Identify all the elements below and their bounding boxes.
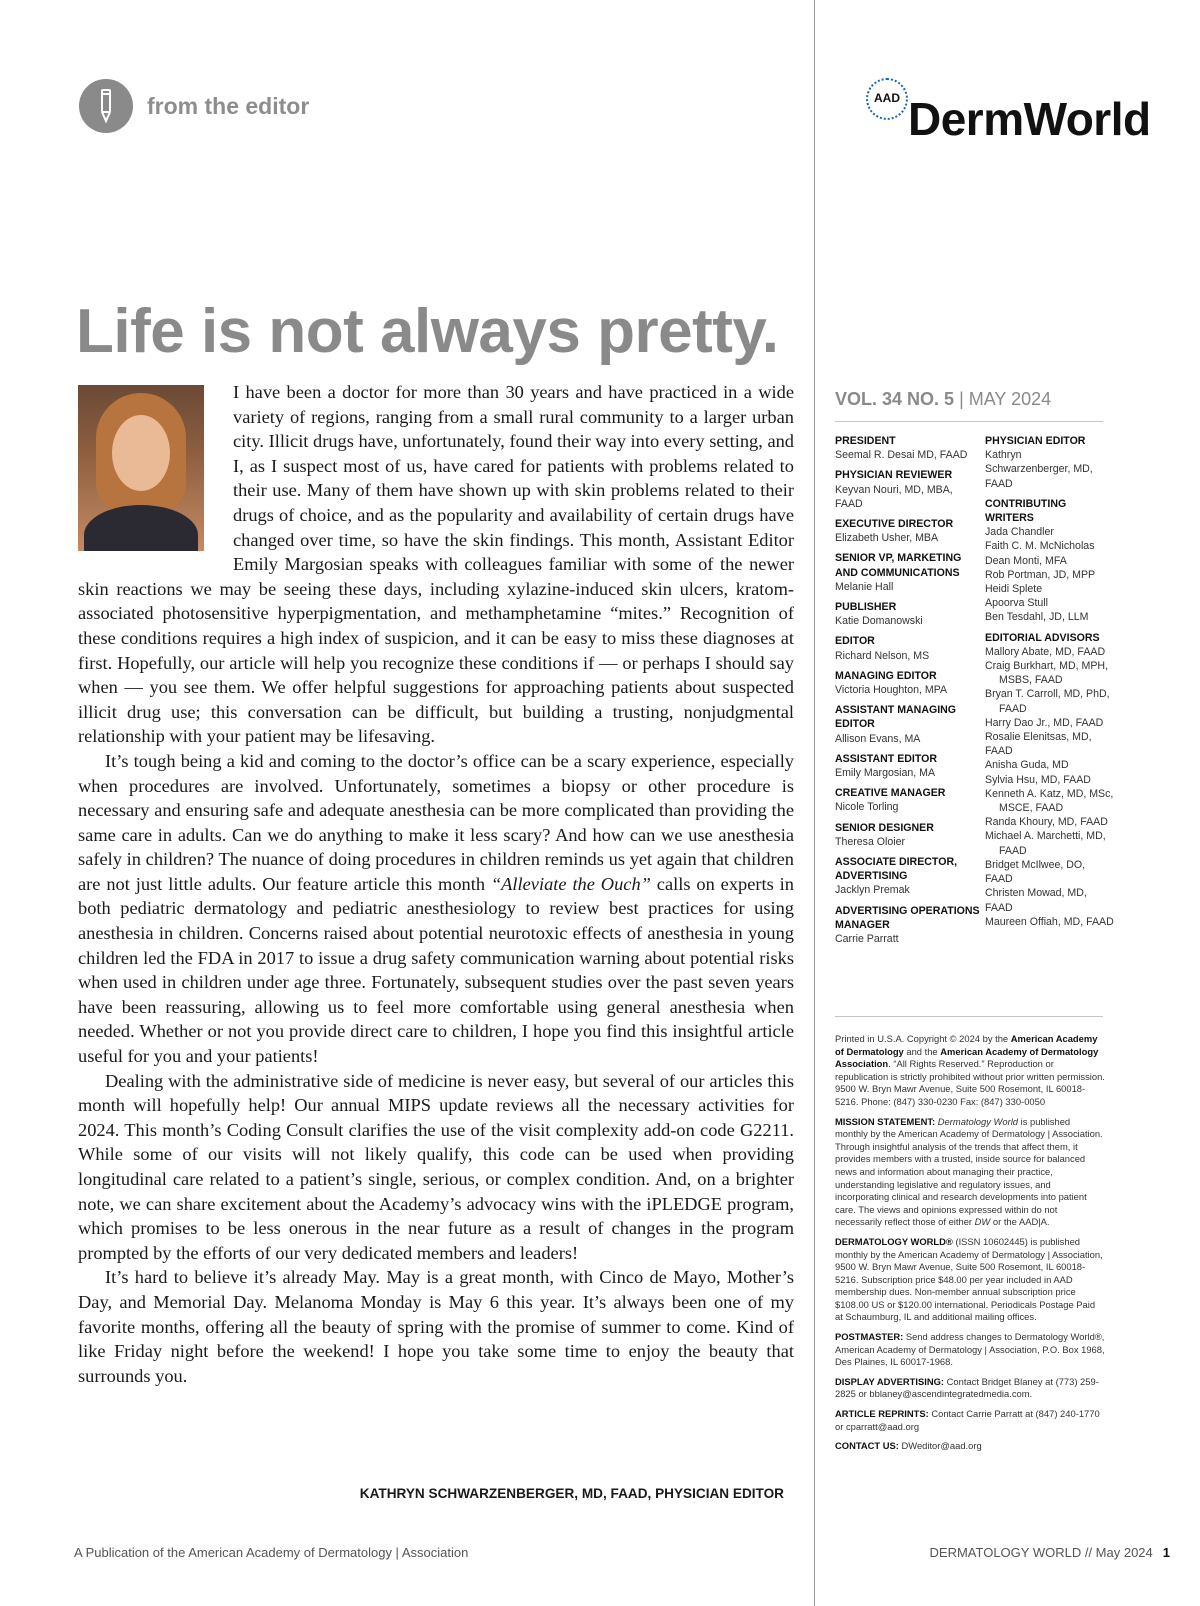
- contact-label: CONTACT US:: [835, 1440, 899, 1452]
- masthead-entry: [835, 821, 985, 849]
- masthead-entry: [835, 634, 985, 662]
- masthead-role: EDITORIAL ADVISORS: [985, 631, 1100, 644]
- masthead-name: FAAD: [999, 702, 1027, 715]
- footer-publisher: A Publication of the American Academy of Dermatology | Association: [74, 1545, 469, 1560]
- masthead-entry: [835, 468, 985, 511]
- mission-statement: [835, 1116, 1105, 1229]
- copyright-text: and the: [903, 1045, 941, 1057]
- masthead-name: Anisha Guda, MD: [985, 759, 1069, 772]
- publication-statement: [835, 1236, 1105, 1324]
- column-divider: [814, 0, 815, 1606]
- article-paragraph: I have been a doctor for more than 30 years and have practiced in a wide variety of regions, ranging from a small rural community to a larger urban city. Illicit drugs have, unfortunately, found their way into every setting, and I, as I suspect most of us, have cared for patients with problems related to their use. Many of them have shown up with skin problems related to their drugs of choice, and as the popularity and availability of certain drugs have changed over time, so have the skin findings. This month, Assistant Editor Emily Margosian speaks with colleagues familiar with some of the newer skin reactions we may be seeing these days, including xylazine-induced skin ulcers, kratom-associated photosensitive hyperpigmentation, and methamphetamine “mites.” Recognition of these conditions requires a high index of suspicion, and it can be easy to miss these diagnoses at first. Hopefully, our article will help you recognize these conditions if — or perhaps I should say when — you see them. We offer helpful suggestions for approaching patients about suspected illicit drug use; this conversation can be difficult, but building a trusting, nonjudgmental relationship with your patient may be lifesaving.: [78, 382, 794, 747]
- article-paragraph: [78, 749, 794, 1069]
- display-advertising: [835, 1376, 1105, 1401]
- article-body: [78, 380, 794, 1388]
- dermworld-logo: [866, 78, 1166, 148]
- masthead-left: [835, 434, 985, 952]
- article-paragraph: Dealing with the administrative side of medicine is never easy, but several of our articles this month will hopefully help! Our annual MIPS update reviews all the necessary activities for 2024. This month’s Coding Consult clarifies the use of the visit complexity add-on code G2211. While some of our visits will not likely qualify, this code can be used when providing longitudinal care related to a patient’s single, serious, or complex condition. And, on a brighter note, we can share excitement about the Academy’s advocacy wins with the iPLEDGE program, which promises to be less onerous in the near future as a result of changes in the program prompted by the efforts of our very dedicated members and leaders!: [78, 1070, 794, 1263]
- footer-issue-text: DERMATOLOGY WORLD // May 2024: [929, 1545, 1153, 1560]
- masthead-name: Katie Domanowski: [835, 615, 923, 628]
- feature-title: “Alleviate the Ouch”: [490, 873, 651, 894]
- masthead-rule: [835, 421, 1103, 422]
- masthead-name: Sylvia Hsu, MD, FAAD: [985, 773, 1091, 786]
- masthead-role: SENIOR DESIGNER: [835, 821, 934, 834]
- section-badge: [79, 79, 133, 133]
- mission-italic: DW: [974, 1216, 991, 1228]
- masthead-entry: [985, 434, 1115, 491]
- masthead-name: Harry Dao Jr., MD, FAAD: [985, 716, 1104, 729]
- masthead-name: Michael A. Marchetti, MD,: [985, 830, 1106, 843]
- display-label: DISPLAY ADVERTISING:: [835, 1375, 945, 1387]
- masthead-role: MANAGING EDITOR: [835, 669, 937, 682]
- portrait-spacer: [78, 380, 233, 566]
- masthead-role: PUBLISHER: [835, 601, 897, 614]
- section-label: from the editor: [147, 93, 310, 119]
- copyright-org: American Academy of Dermatology: [835, 1033, 1098, 1057]
- masthead-name: Allison Evans, MA: [835, 732, 921, 745]
- paragraph-text: calls on experts in both pediatric dermatology and pediatric anesthesiology to review best practices for using anesthesia in children. Concerns raised about potential neurotoxic effects of anesthesia in young children led the FDA in 2017 to issue a drug safety communication warning about potential risks when used in children under age three. Fortunately, subsequent studies over the past seven years have been reassuring, allowing us to feel more comfortable using general anesthesia when needed. Whether or not you provide direct care to children, I hope you find this insightful article useful for you and your patients!: [78, 873, 794, 1067]
- aad-seal-text: AAD: [874, 91, 900, 105]
- masthead-name: Victoria Houghton, MPA: [835, 684, 948, 697]
- masthead-right: [985, 434, 1115, 935]
- postmaster-note: [835, 1331, 1105, 1369]
- display-text: Contact Bridget Blaney at (773) 259-2825 or bblaney@ascendintegratedmedia.com.: [835, 1375, 1099, 1400]
- masthead-entry: [835, 904, 985, 947]
- masthead-role: ASSISTANT EDITOR: [835, 752, 938, 765]
- masthead-name: Rob Portman, JD, MPP: [985, 568, 1096, 581]
- masthead-entry: [835, 600, 985, 628]
- masthead-name: FAAD: [999, 844, 1027, 857]
- copyright-org: American Academy of Dermatology Association: [835, 1045, 1099, 1070]
- masthead-name: Theresa Oloier: [835, 835, 906, 848]
- masthead-name: Ben Tesdahl, JD, LLM: [985, 611, 1089, 624]
- fineprint-rule: [835, 1016, 1103, 1017]
- masthead-role: ASSISTANT MANAGING EDITOR: [835, 704, 957, 731]
- mission-label: MISSION STATEMENT:: [835, 1115, 936, 1127]
- issue-separator: |: [959, 389, 964, 409]
- masthead-name: Richard Nelson, MS: [835, 649, 930, 662]
- masthead-name: Dean Monti, MFA: [985, 554, 1067, 567]
- paragraph-text: It’s tough being a kid and coming to the doctor’s office can be a scary experience, especially when procedures are involved. Unfortunately, sometimes a biopsy or other procedure is necessary and ensuring safe and adequate anesthesia can be more complicated than providing the same care in adults. Can we do anything to make it less scary? And how can we use anesthesia safely in children? The nuance of doing procedures in children reminds us yet again that children are not just little adults. Our feature article this month: [78, 750, 794, 894]
- contact-text: DWeditor@aad.org: [898, 1440, 982, 1452]
- masthead-role: ASSOCIATE DIRECTOR, ADVERTISING: [835, 856, 958, 883]
- issue-line: [835, 389, 1051, 410]
- masthead-name: Heidi Splete: [985, 583, 1043, 596]
- masthead-entry: [835, 669, 985, 697]
- copyright-text: Printed in U.S.A. Copyright © 2024 by the: [835, 1033, 1011, 1044]
- masthead-role: PRESIDENT: [835, 435, 896, 447]
- publication-info: [835, 1033, 1105, 1460]
- masthead-name: Bryan T. Carroll, MD, PhD,: [985, 688, 1110, 701]
- masthead-role: SENIOR VP, MARKETING AND COMMUNICATIONS: [835, 552, 962, 579]
- page-number: 1: [1162, 1545, 1170, 1560]
- masthead-entry: [835, 517, 985, 545]
- copyright-notice: [835, 1033, 1105, 1109]
- article-paragraph: It’s hard to believe it’s already May. May is a great month, with Cinco de Mayo, Mother’s Day, and Memorial Day. Melanoma Monday is May 6 this year. It’s always been one of my favorite months, offering all the beauty of spring with the promise of summer to come. Kind of like Friday night before the weekend! I hope you take some time to enjoy the beauty that surrounds you.: [78, 1267, 794, 1386]
- masthead-name: Randa Khoury, MD, FAAD: [985, 816, 1108, 829]
- masthead-role: EDITOR: [835, 635, 875, 648]
- masthead-entry: [835, 434, 985, 462]
- logo-wordmark: DermWorld: [908, 93, 1151, 145]
- aad-seal-icon: [866, 78, 908, 120]
- masthead-name: Kathryn: [985, 449, 1022, 462]
- article-reprints: [835, 1408, 1105, 1433]
- masthead-entry: [985, 631, 1115, 929]
- masthead-entry: [835, 551, 985, 594]
- footer-issue: [930, 1545, 1170, 1560]
- pencil-icon: [79, 79, 133, 133]
- mission-italic: Dermatology World: [937, 1115, 1019, 1127]
- masthead-name: Maureen Offiah, MD, FAAD: [985, 915, 1114, 928]
- copyright-text: . “All Rights Reserved.” Reproduction or republication is strictly prohibited without prior written permission. 9500 W. Bryn Mawr Avenue, Suite 500 Rosemont, IL 60018-5216. Phone: (847) 330-0230 Fax: (847) 330-0050: [835, 1058, 1105, 1107]
- author-signature: KATHRYN SCHWARZENBERGER, MD, FAAD, PHYSICIAN EDITOR: [359, 1486, 784, 1501]
- masthead-name: Carrie Parratt: [835, 933, 899, 946]
- masthead-name: Kenneth A. Katz, MD, MSc,: [985, 787, 1114, 800]
- masthead-name: Craig Burkhart, MD, MPH,: [985, 660, 1109, 673]
- masthead-name: Rosalie Elenitsas, MD, FAAD: [985, 731, 1092, 758]
- contact-us: [835, 1440, 1105, 1453]
- masthead-name: Faith C. M. McNicholas: [985, 540, 1095, 553]
- masthead-name: Mallory Abate, MD, FAAD: [985, 645, 1106, 658]
- masthead-name: Schwarzenberger, MD, FAAD: [985, 463, 1093, 490]
- masthead-name: MSCE, FAAD: [999, 802, 1064, 815]
- masthead-name: Jada Chandler: [985, 526, 1054, 539]
- publication-label: DERMATOLOGY WORLD®: [835, 1235, 953, 1247]
- issue-date: MAY 2024: [968, 389, 1052, 409]
- masthead-entry: [835, 786, 985, 814]
- postmaster-text: Send address changes to Dermatology World®, American Academy of Dermatology | Association, P.O. Box 1968, Des Plaines, IL 60017-1968.: [835, 1331, 1105, 1368]
- masthead-name: Jacklyn Premak: [835, 884, 910, 897]
- masthead-role: PHYSICIAN EDITOR: [985, 435, 1086, 447]
- masthead-name: Elizabeth Usher, MBA: [835, 532, 939, 545]
- masthead-name: Christen Mowad, MD, FAAD: [985, 887, 1087, 914]
- mission-text: is published monthly by the American Academy of Dermatology | Association. Through insightful analysis of the trends that affect them, it provides members with a trusted, inside source for balanced news and information about managing their practice, understanding legislative and regulatory issues, and incorporating clinical and research developments into patient care. The views and opinions expressed within do not necessarily reflect those of either: [835, 1115, 1103, 1228]
- reprints-text: Contact Carrie Parratt at (847) 240-1770 or cparratt@aad.org: [835, 1408, 1100, 1432]
- reprints-label: ARTICLE REPRINTS:: [835, 1408, 929, 1420]
- masthead-entry: [835, 855, 985, 898]
- masthead-name: Nicole Torling: [835, 801, 899, 814]
- masthead-name: Emily Margosian, MA: [835, 767, 936, 780]
- masthead-entry: [985, 497, 1115, 625]
- masthead-entry: [835, 752, 985, 780]
- mission-text: or the AAD|A.: [990, 1216, 1050, 1228]
- masthead-role: CONTRIBUTING WRITERS: [985, 497, 1067, 525]
- masthead-name: MSBS, FAAD: [999, 674, 1063, 687]
- masthead-name: Apoorva Stull: [985, 597, 1049, 610]
- masthead-entry: [835, 703, 985, 746]
- masthead-name: Bridget McIlwee, DO, FAAD: [985, 858, 1086, 886]
- masthead-name: Keyvan Nouri, MD, MBA,: [835, 483, 953, 496]
- masthead-role: CREATIVE MANAGER: [835, 787, 946, 800]
- postmaster-label: POSTMASTER:: [835, 1331, 904, 1343]
- masthead-role: PHYSICIAN REVIEWER: [835, 469, 953, 482]
- masthead-name: FAAD: [835, 497, 863, 510]
- masthead-role: ADVERTISING OPERATIONS MANAGER: [835, 904, 980, 931]
- masthead-name: Seemal R. Desai MD, FAAD: [835, 449, 968, 462]
- headline: Life is not always pretty.: [76, 297, 779, 366]
- masthead-name: Melanie Hall: [835, 580, 894, 593]
- masthead-role: EXECUTIVE DIRECTOR: [835, 518, 954, 531]
- publication-text: (ISSN 10602445) is published monthly by the American Academy of Dermatology | Association, 9500 W. Bryn Mawr Avenue, Suite 500 Rosemont, IL 60018-5216. Subscription price $48.00 per year included in AAD membership dues. Non-member annual subscription price $108.00 US or $120.00 international. Periodicals Postage Paid at Schaumburg, IL and additional mailing offices.: [835, 1235, 1103, 1323]
- issue-volume: VOL. 34 NO. 5: [835, 389, 955, 409]
